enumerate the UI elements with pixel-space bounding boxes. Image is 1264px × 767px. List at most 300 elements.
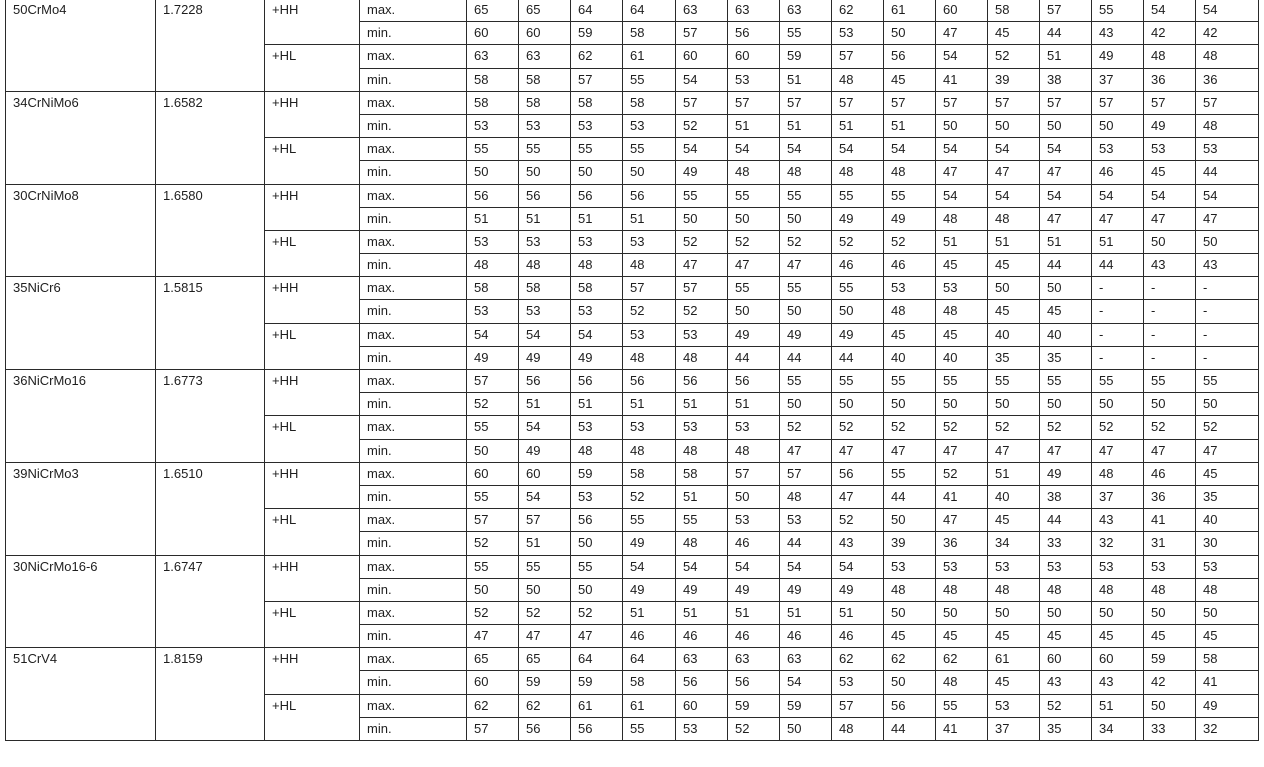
hardness-value: 50 xyxy=(728,300,780,323)
hardenability-class: +HL xyxy=(265,694,360,740)
hardness-value: 55 xyxy=(884,370,936,393)
hardness-value: 53 xyxy=(467,300,519,323)
hardness-value: 47 xyxy=(676,254,728,277)
hardenability-class: +HH xyxy=(265,462,360,508)
hardness-value: 58 xyxy=(623,462,676,485)
hardness-value: 53 xyxy=(1144,555,1196,578)
hardness-value: 52 xyxy=(728,230,780,253)
hardness-value: 52 xyxy=(728,717,780,740)
hardness-value: 50 xyxy=(988,601,1040,624)
hardness-value: 60 xyxy=(936,0,988,22)
hardness-value: 46 xyxy=(832,625,884,648)
hardness-value: 40 xyxy=(988,485,1040,508)
hardness-value: 40 xyxy=(1040,323,1092,346)
hardness-value: 35 xyxy=(1040,717,1092,740)
hardness-value: 52 xyxy=(676,300,728,323)
hardness-value: 63 xyxy=(728,648,780,671)
hardness-value: 55 xyxy=(676,184,728,207)
hardness-value: 52 xyxy=(467,532,519,555)
hardness-value: 55 xyxy=(571,555,623,578)
hardness-value: 62 xyxy=(936,648,988,671)
hardness-value: 51 xyxy=(832,601,884,624)
hardness-value: 62 xyxy=(467,694,519,717)
limit-label: max. xyxy=(360,370,467,393)
hardness-value: 40 xyxy=(936,346,988,369)
limit-label: min. xyxy=(360,300,467,323)
hardness-value: 49 xyxy=(1196,694,1259,717)
hardness-value: 51 xyxy=(1092,694,1144,717)
limit-label: max. xyxy=(360,416,467,439)
hardness-value: 59 xyxy=(728,694,780,717)
hardness-value: 57 xyxy=(467,717,519,740)
hardness-value: 48 xyxy=(884,578,936,601)
hardness-value: 43 xyxy=(1196,254,1259,277)
limit-label: max. xyxy=(360,184,467,207)
hardness-value: 50 xyxy=(1196,393,1259,416)
hardness-value: 50 xyxy=(832,300,884,323)
hardness-value: 50 xyxy=(1196,230,1259,253)
hardness-value: 45 xyxy=(1196,625,1259,648)
limit-label: min. xyxy=(360,393,467,416)
hardenability-class: +HL xyxy=(265,45,360,91)
hardness-value: 56 xyxy=(571,717,623,740)
hardness-value: 60 xyxy=(519,462,571,485)
hardness-value: 50 xyxy=(884,601,936,624)
hardness-value: 63 xyxy=(676,0,728,22)
hardness-value: 50 xyxy=(1040,277,1092,300)
hardness-value: 40 xyxy=(988,323,1040,346)
hardness-value: 46 xyxy=(623,625,676,648)
hardness-value: 62 xyxy=(832,648,884,671)
hardness-value: 56 xyxy=(884,694,936,717)
hardness-value: 63 xyxy=(467,45,519,68)
hardness-value: 64 xyxy=(571,0,623,22)
hardness-value: 53 xyxy=(571,485,623,508)
hardness-value: 47 xyxy=(988,161,1040,184)
hardness-value: 53 xyxy=(988,694,1040,717)
hardness-value: 53 xyxy=(623,114,676,137)
hardness-value: 52 xyxy=(1092,416,1144,439)
hardness-value: 31 xyxy=(1144,532,1196,555)
hardness-value: 57 xyxy=(1144,91,1196,114)
hardness-value: 50 xyxy=(1144,230,1196,253)
hardness-value: 41 xyxy=(936,717,988,740)
hardness-value: 53 xyxy=(832,22,884,45)
hardness-value: 61 xyxy=(988,648,1040,671)
hardness-value: 54 xyxy=(780,138,832,161)
limit-label: min. xyxy=(360,532,467,555)
hardenability-class: +HH xyxy=(265,184,360,230)
limit-label: min. xyxy=(360,346,467,369)
hardness-value: 62 xyxy=(571,45,623,68)
hardness-value: 56 xyxy=(571,509,623,532)
hardness-value: 45 xyxy=(936,323,988,346)
hardness-value: 50 xyxy=(884,393,936,416)
hardness-value: 52 xyxy=(519,601,571,624)
hardness-value: 32 xyxy=(1092,532,1144,555)
hardness-value: 52 xyxy=(1040,694,1092,717)
hardness-value: 50 xyxy=(1040,393,1092,416)
hardness-value: 48 xyxy=(832,161,884,184)
hardness-value: 47 xyxy=(571,625,623,648)
hardness-value: 47 xyxy=(1196,207,1259,230)
hardness-value: 50 xyxy=(728,207,780,230)
hardness-value: 57 xyxy=(832,694,884,717)
table-body xyxy=(6,0,1259,741)
hardness-value: 53 xyxy=(884,277,936,300)
hardness-value: 45 xyxy=(936,625,988,648)
hardness-value: 51 xyxy=(884,114,936,137)
hardness-value: 47 xyxy=(1196,439,1259,462)
hardenability-class: +HL xyxy=(265,416,360,462)
hardness-value: 50 xyxy=(1092,393,1144,416)
hardness-value: - xyxy=(1144,277,1196,300)
hardness-value: 52 xyxy=(676,230,728,253)
hardness-value: 52 xyxy=(1144,416,1196,439)
material-number: 1.6580 xyxy=(156,184,265,277)
hardness-value: 55 xyxy=(519,555,571,578)
hardness-value: 48 xyxy=(623,346,676,369)
hardness-value: 43 xyxy=(1092,671,1144,694)
hardness-value: 65 xyxy=(467,648,519,671)
hardness-value: 51 xyxy=(988,462,1040,485)
hardness-value: 52 xyxy=(676,114,728,137)
hardness-value: 50 xyxy=(780,207,832,230)
hardness-value: 48 xyxy=(467,254,519,277)
hardness-value: 54 xyxy=(832,555,884,578)
hardness-value: 54 xyxy=(936,45,988,68)
hardness-value: 50 xyxy=(519,161,571,184)
hardness-value: - xyxy=(1092,323,1144,346)
limit-label: max. xyxy=(360,694,467,717)
hardness-value: 59 xyxy=(571,22,623,45)
hardness-value: 44 xyxy=(884,485,936,508)
hardness-value: 55 xyxy=(571,138,623,161)
hardness-value: 49 xyxy=(676,161,728,184)
hardness-value: 46 xyxy=(1144,462,1196,485)
hardness-value: 32 xyxy=(1196,717,1259,740)
hardness-value: 62 xyxy=(884,648,936,671)
hardness-value: 48 xyxy=(728,161,780,184)
hardness-value: 58 xyxy=(623,671,676,694)
hardness-value: 63 xyxy=(676,648,728,671)
hardness-value: 47 xyxy=(467,625,519,648)
hardness-value: 59 xyxy=(780,694,832,717)
hardness-value: 55 xyxy=(1092,370,1144,393)
hardness-value: 48 xyxy=(936,207,988,230)
hardness-value: 46 xyxy=(884,254,936,277)
hardness-value: 37 xyxy=(1092,485,1144,508)
hardness-value: 56 xyxy=(519,184,571,207)
hardness-value: 41 xyxy=(1144,509,1196,532)
hardness-value: 52 xyxy=(832,416,884,439)
hardness-value: 55 xyxy=(988,370,1040,393)
hardness-value: 51 xyxy=(780,68,832,91)
hardness-value: 54 xyxy=(519,416,571,439)
hardness-value: 48 xyxy=(1144,45,1196,68)
hardness-value: 57 xyxy=(571,68,623,91)
hardness-value: 45 xyxy=(1040,300,1092,323)
hardness-value: - xyxy=(1092,346,1144,369)
hardness-value: 50 xyxy=(936,393,988,416)
hardness-value: 50 xyxy=(519,578,571,601)
hardness-value: 58 xyxy=(988,0,1040,22)
hardness-value: 58 xyxy=(467,91,519,114)
hardness-value: 45 xyxy=(884,323,936,346)
hardness-value: 57 xyxy=(780,462,832,485)
hardness-value: - xyxy=(1196,323,1259,346)
hardness-value: 54 xyxy=(676,555,728,578)
hardness-value: 56 xyxy=(676,671,728,694)
hardness-value: 59 xyxy=(519,671,571,694)
hardness-value: 50 xyxy=(988,277,1040,300)
hardness-value: 51 xyxy=(936,230,988,253)
hardness-value: 48 xyxy=(1092,462,1144,485)
hardness-value: 48 xyxy=(936,671,988,694)
hardness-value: 51 xyxy=(571,207,623,230)
hardness-value: 48 xyxy=(780,485,832,508)
hardness-value: 61 xyxy=(571,694,623,717)
hardness-value: 55 xyxy=(676,509,728,532)
hardness-value: 55 xyxy=(467,555,519,578)
hardness-value: 44 xyxy=(780,346,832,369)
material-number: 1.6582 xyxy=(156,91,265,184)
hardness-value: 56 xyxy=(623,184,676,207)
table-row xyxy=(6,555,1259,578)
hardness-value: 45 xyxy=(1092,625,1144,648)
hardness-value: 41 xyxy=(1196,671,1259,694)
hardness-value: 50 xyxy=(623,161,676,184)
hardness-value: 47 xyxy=(936,22,988,45)
hardness-value: 43 xyxy=(832,532,884,555)
limit-label: max. xyxy=(360,509,467,532)
hardness-value: 55 xyxy=(832,184,884,207)
hardness-value: 55 xyxy=(623,717,676,740)
hardness-value: 49 xyxy=(1040,462,1092,485)
hardness-value: 49 xyxy=(623,578,676,601)
hardness-value: 58 xyxy=(519,91,571,114)
hardness-value: 53 xyxy=(623,416,676,439)
hardness-value: 37 xyxy=(988,717,1040,740)
hardness-value: 58 xyxy=(519,277,571,300)
limit-label: min. xyxy=(360,485,467,508)
hardness-value: 51 xyxy=(519,393,571,416)
hardness-value: 54 xyxy=(936,184,988,207)
hardness-value: 44 xyxy=(1040,22,1092,45)
hardness-value: 53 xyxy=(571,300,623,323)
hardness-value: 56 xyxy=(728,22,780,45)
hardness-value: 52 xyxy=(780,416,832,439)
hardness-value: 55 xyxy=(1092,0,1144,22)
hardness-value: 38 xyxy=(1040,68,1092,91)
hardness-value: 48 xyxy=(988,578,1040,601)
table-row xyxy=(6,184,1259,207)
hardness-value: 53 xyxy=(519,114,571,137)
limit-label: min. xyxy=(360,439,467,462)
hardness-value: 52 xyxy=(988,416,1040,439)
hardness-value: 51 xyxy=(988,230,1040,253)
hardness-value: 49 xyxy=(832,323,884,346)
hardness-value: 54 xyxy=(988,184,1040,207)
hardness-value: 60 xyxy=(519,22,571,45)
hardness-value: 47 xyxy=(1040,161,1092,184)
limit-label: min. xyxy=(360,22,467,45)
limit-label: min. xyxy=(360,717,467,740)
hardness-value: 50 xyxy=(1144,694,1196,717)
hardness-value: 53 xyxy=(728,68,780,91)
hardness-value: 64 xyxy=(623,0,676,22)
hardness-value: 34 xyxy=(988,532,1040,555)
hardness-value: 50 xyxy=(832,393,884,416)
hardness-value: 50 xyxy=(467,578,519,601)
hardness-value: 36 xyxy=(1144,68,1196,91)
hardness-value: 47 xyxy=(1144,439,1196,462)
hardness-value: 55 xyxy=(467,138,519,161)
hardness-value: 53 xyxy=(1092,138,1144,161)
hardness-value: 40 xyxy=(884,346,936,369)
limit-label: min. xyxy=(360,671,467,694)
hardness-value: 57 xyxy=(676,91,728,114)
limit-label: min. xyxy=(360,207,467,230)
table-row xyxy=(6,370,1259,393)
hardness-value: 50 xyxy=(988,393,1040,416)
hardness-value: 59 xyxy=(571,462,623,485)
hardness-value: 50 xyxy=(1144,393,1196,416)
hardness-value: 53 xyxy=(623,323,676,346)
hardness-value: 55 xyxy=(728,184,780,207)
hardness-value: - xyxy=(1092,277,1144,300)
hardness-value: 41 xyxy=(936,68,988,91)
hardness-value: 47 xyxy=(1040,207,1092,230)
hardness-value: 47 xyxy=(780,254,832,277)
limit-label: max. xyxy=(360,138,467,161)
hardness-value: 33 xyxy=(1144,717,1196,740)
hardness-value: 50 xyxy=(676,207,728,230)
hardness-value: 62 xyxy=(519,694,571,717)
hardness-value: 47 xyxy=(988,439,1040,462)
hardness-value: 58 xyxy=(676,462,728,485)
hardness-value: 47 xyxy=(936,161,988,184)
hardness-value: 53 xyxy=(676,416,728,439)
hardness-value: 54 xyxy=(676,68,728,91)
hardness-value: 43 xyxy=(1092,22,1144,45)
hardenability-class: +HL xyxy=(265,138,360,184)
hardness-value: 55 xyxy=(467,485,519,508)
hardness-value: 57 xyxy=(936,91,988,114)
hardness-value: 57 xyxy=(988,91,1040,114)
hardness-value: 53 xyxy=(936,277,988,300)
hardness-value: 45 xyxy=(1144,625,1196,648)
hardness-value: 50 xyxy=(884,22,936,45)
hardness-value: 50 xyxy=(1092,601,1144,624)
hardness-value: 42 xyxy=(1144,22,1196,45)
hardness-value: 34 xyxy=(1092,717,1144,740)
hardness-value: 51 xyxy=(676,485,728,508)
limit-label: max. xyxy=(360,601,467,624)
hardness-value: 49 xyxy=(832,207,884,230)
hardness-value: 48 xyxy=(1040,578,1092,601)
hardness-value: 56 xyxy=(884,45,936,68)
hardness-value: 57 xyxy=(1092,91,1144,114)
hardness-value: 51 xyxy=(676,393,728,416)
hardness-value: 52 xyxy=(467,601,519,624)
hardness-value: 54 xyxy=(1196,184,1259,207)
hardness-value: 30 xyxy=(1196,532,1259,555)
hardness-value: 47 xyxy=(1092,207,1144,230)
hardness-value: 52 xyxy=(780,230,832,253)
limit-label: max. xyxy=(360,648,467,671)
limit-label: max. xyxy=(360,323,467,346)
hardness-value: 51 xyxy=(623,601,676,624)
hardness-value: 53 xyxy=(780,509,832,532)
hardness-value: 59 xyxy=(571,671,623,694)
hardness-value: 62 xyxy=(832,0,884,22)
hardness-value: 50 xyxy=(728,485,780,508)
hardness-value: 48 xyxy=(1196,114,1259,137)
hardness-value: 49 xyxy=(519,439,571,462)
hardenability-class: +HH xyxy=(265,0,360,45)
hardness-value: 47 xyxy=(832,485,884,508)
hardness-value: 52 xyxy=(467,393,519,416)
hardness-value: 58 xyxy=(623,22,676,45)
hardness-value: 47 xyxy=(1092,439,1144,462)
hardness-value: 50 xyxy=(1196,601,1259,624)
hardness-value: 54 xyxy=(780,555,832,578)
hardness-value: 57 xyxy=(728,462,780,485)
hardness-value: 51 xyxy=(728,114,780,137)
hardness-value: 54 xyxy=(1040,184,1092,207)
steel-grade: 50CrMo4 xyxy=(6,0,156,91)
hardenability-table xyxy=(5,0,1259,741)
hardness-value: - xyxy=(1196,300,1259,323)
limit-label: max. xyxy=(360,45,467,68)
hardness-value: 45 xyxy=(988,625,1040,648)
hardness-value: 48 xyxy=(884,300,936,323)
hardness-value: 50 xyxy=(884,509,936,532)
hardness-value: 44 xyxy=(780,532,832,555)
limit-label: min. xyxy=(360,68,467,91)
limit-label: max. xyxy=(360,462,467,485)
hardness-value: 52 xyxy=(623,485,676,508)
hardness-value: 50 xyxy=(571,161,623,184)
hardness-value: 51 xyxy=(519,207,571,230)
hardness-value: 54 xyxy=(1144,0,1196,22)
hardness-value: 56 xyxy=(571,184,623,207)
hardness-value: 51 xyxy=(780,114,832,137)
hardness-value: 61 xyxy=(623,45,676,68)
hardness-value: 54 xyxy=(1092,184,1144,207)
hardness-value: 51 xyxy=(519,532,571,555)
hardness-value: 48 xyxy=(676,346,728,369)
hardness-value: 47 xyxy=(1144,207,1196,230)
hardness-value: 53 xyxy=(676,323,728,346)
hardness-value: 49 xyxy=(467,346,519,369)
hardness-value: 53 xyxy=(1144,138,1196,161)
hardness-value: 47 xyxy=(832,439,884,462)
hardness-value: 47 xyxy=(780,439,832,462)
hardness-value: 57 xyxy=(1040,0,1092,22)
hardness-value: 57 xyxy=(832,91,884,114)
hardness-value: 49 xyxy=(676,578,728,601)
hardness-value: 52 xyxy=(832,230,884,253)
hardness-value: 49 xyxy=(571,346,623,369)
limit-label: max. xyxy=(360,0,467,22)
hardness-value: 51 xyxy=(728,601,780,624)
hardness-value: 54 xyxy=(728,555,780,578)
hardness-value: 53 xyxy=(623,230,676,253)
hardness-value: 50 xyxy=(780,300,832,323)
hardness-value: 57 xyxy=(519,509,571,532)
